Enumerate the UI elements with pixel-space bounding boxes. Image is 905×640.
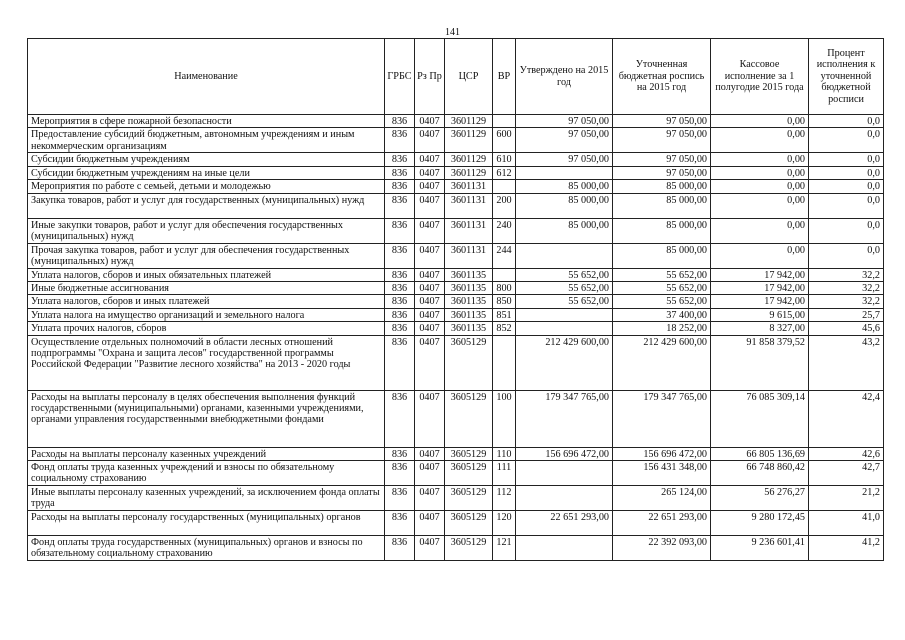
cell-grbs: 836	[385, 282, 415, 295]
cell-csr: 3605129	[445, 390, 493, 447]
cell-approved	[516, 461, 613, 486]
cell-percent: 0,0	[809, 218, 884, 243]
table-row	[28, 308, 884, 321]
table-row	[28, 282, 884, 295]
cell-name: Прочая закупка товаров, работ и услуг для обеспечения государственных (муниципальных) нужд	[28, 243, 385, 268]
table-row	[28, 461, 884, 486]
cell-cash: 17 942,00	[711, 282, 809, 295]
cell-refined: 37 400,00	[613, 308, 711, 321]
cell-grbs: 836	[385, 322, 415, 335]
cell-name: Мероприятия по работе с семьей, детьми и молодежью	[28, 180, 385, 193]
cell-csr: 3605129	[445, 461, 493, 486]
cell-csr: 3605129	[445, 511, 493, 536]
cell-csr: 3601135	[445, 322, 493, 335]
cell-csr: 3601135	[445, 295, 493, 308]
cell-vr: 120	[493, 511, 516, 536]
cell-rzpr: 0407	[415, 243, 445, 268]
cell-refined: 97 050,00	[613, 115, 711, 128]
cell-rzpr: 0407	[415, 308, 445, 321]
cell-rzpr: 0407	[415, 166, 445, 179]
table-row	[28, 218, 884, 243]
table-header-row	[28, 39, 884, 115]
cell-csr: 3601135	[445, 282, 493, 295]
cell-vr: 240	[493, 218, 516, 243]
cell-refined: 179 347 765,00	[613, 390, 711, 447]
cell-grbs: 836	[385, 390, 415, 447]
header-csr: ЦСР	[445, 39, 493, 115]
header-grbs: ГРБС	[385, 39, 415, 115]
cell-rzpr: 0407	[415, 322, 445, 335]
cell-vr	[493, 335, 516, 390]
cell-cash: 76 085 309,14	[711, 390, 809, 447]
table-row	[28, 536, 884, 561]
cell-vr: 852	[493, 322, 516, 335]
cell-approved: 85 000,00	[516, 193, 613, 218]
cell-approved	[516, 322, 613, 335]
cell-grbs: 836	[385, 268, 415, 281]
cell-grbs: 836	[385, 128, 415, 153]
cell-rzpr: 0407	[415, 180, 445, 193]
cell-csr: 3601131	[445, 180, 493, 193]
cell-rzpr: 0407	[415, 153, 445, 166]
cell-name: Расходы на выплаты персоналу государственных (муниципальных) органов	[28, 511, 385, 536]
cell-name: Уплата налогов, сборов и иных платежей	[28, 295, 385, 308]
cell-grbs: 836	[385, 335, 415, 390]
cell-approved: 97 050,00	[516, 115, 613, 128]
cell-refined: 85 000,00	[613, 193, 711, 218]
cell-cash: 56 276,27	[711, 486, 809, 511]
cell-name: Расходы на выплаты персоналу казенных учреждений	[28, 447, 385, 460]
cell-refined: 85 000,00	[613, 243, 711, 268]
table-row	[28, 243, 884, 268]
cell-approved	[516, 486, 613, 511]
cell-name: Фонд оплаты труда государственных (муниципальных) органов и взносы по обязательному социальному страхованию	[28, 536, 385, 561]
table-row	[28, 268, 884, 281]
cell-percent: 41,2	[809, 536, 884, 561]
cell-rzpr: 0407	[415, 536, 445, 561]
cell-percent: 42,6	[809, 447, 884, 460]
cell-refined: 55 652,00	[613, 295, 711, 308]
cell-csr: 3605129	[445, 536, 493, 561]
table-row	[28, 511, 884, 536]
cell-vr: 610	[493, 153, 516, 166]
cell-refined: 85 000,00	[613, 180, 711, 193]
cell-cash: 0,00	[711, 166, 809, 179]
budget-execution-table	[27, 38, 884, 561]
cell-grbs: 836	[385, 218, 415, 243]
cell-name: Уплата налога на имущество организаций и земельного налога	[28, 308, 385, 321]
cell-rzpr: 0407	[415, 486, 445, 511]
cell-csr: 3605129	[445, 486, 493, 511]
cell-name: Расходы на выплаты персоналу в целях обеспечения выполнения функций государственными (муниципальными) органами, казенными учреждениями, органами управления государственными внебюджетными фондами	[28, 390, 385, 447]
cell-cash: 9 280 172,45	[711, 511, 809, 536]
cell-vr: 110	[493, 447, 516, 460]
cell-name: Иные закупки товаров, работ и услуг для обеспечения государственных (муниципальных) нужд	[28, 218, 385, 243]
cell-percent: 42,4	[809, 390, 884, 447]
cell-vr	[493, 115, 516, 128]
cell-vr	[493, 180, 516, 193]
cell-grbs: 836	[385, 447, 415, 460]
cell-name: Иные бюджетные ассигнования	[28, 282, 385, 295]
header-refined: Уточненная бюджетная роспись на 2015 год	[613, 39, 711, 115]
cell-cash: 0,00	[711, 128, 809, 153]
table-row	[28, 180, 884, 193]
header-percent: Процент исполнения к уточненной бюджетной росписи	[809, 39, 884, 115]
cell-rzpr: 0407	[415, 511, 445, 536]
cell-approved: 179 347 765,00	[516, 390, 613, 447]
table-row	[28, 166, 884, 179]
cell-approved	[516, 308, 613, 321]
cell-vr: 612	[493, 166, 516, 179]
header-cash: Кассовое исполнение за 1 полугодие 2015 года	[711, 39, 809, 115]
cell-csr: 3601135	[445, 268, 493, 281]
cell-refined: 22 392 093,00	[613, 536, 711, 561]
cell-vr: 200	[493, 193, 516, 218]
cell-grbs: 836	[385, 461, 415, 486]
cell-approved: 55 652,00	[516, 268, 613, 281]
cell-csr: 3601129	[445, 153, 493, 166]
cell-percent: 45,6	[809, 322, 884, 335]
cell-cash: 91 858 379,52	[711, 335, 809, 390]
cell-rzpr: 0407	[415, 390, 445, 447]
cell-cash: 66 805 136,69	[711, 447, 809, 460]
cell-grbs: 836	[385, 180, 415, 193]
cell-csr: 3601131	[445, 193, 493, 218]
cell-cash: 66 748 860,42	[711, 461, 809, 486]
cell-cash: 0,00	[711, 193, 809, 218]
cell-name: Закупка товаров, работ и услуг для государственных (муниципальных) нужд	[28, 193, 385, 218]
cell-rzpr: 0407	[415, 447, 445, 460]
cell-cash: 0,00	[711, 218, 809, 243]
cell-name: Уплата налогов, сборов и иных обязательных платежей	[28, 268, 385, 281]
cell-csr: 3601129	[445, 128, 493, 153]
cell-refined: 97 050,00	[613, 153, 711, 166]
cell-refined: 265 124,00	[613, 486, 711, 511]
cell-grbs: 836	[385, 486, 415, 511]
cell-approved: 55 652,00	[516, 295, 613, 308]
cell-percent: 0,0	[809, 193, 884, 218]
cell-percent: 43,2	[809, 335, 884, 390]
cell-cash: 9 615,00	[711, 308, 809, 321]
cell-name: Уплата прочих налогов, сборов	[28, 322, 385, 335]
cell-grbs: 836	[385, 243, 415, 268]
cell-rzpr: 0407	[415, 268, 445, 281]
header-vr: ВР	[493, 39, 516, 115]
cell-rzpr: 0407	[415, 128, 445, 153]
cell-csr: 3601129	[445, 166, 493, 179]
cell-name: Субсидии бюджетным учреждениям на иные цели	[28, 166, 385, 179]
cell-percent: 0,0	[809, 115, 884, 128]
cell-percent: 32,2	[809, 282, 884, 295]
cell-percent: 25,7	[809, 308, 884, 321]
table-row	[28, 322, 884, 335]
cell-name: Мероприятия в сфере пожарной безопасности	[28, 115, 385, 128]
cell-vr: 100	[493, 390, 516, 447]
cell-refined: 97 050,00	[613, 166, 711, 179]
header-approved: Утверждено на 2015 год	[516, 39, 613, 115]
cell-csr: 3605129	[445, 335, 493, 390]
cell-percent: 0,0	[809, 180, 884, 193]
cell-rzpr: 0407	[415, 282, 445, 295]
cell-percent: 42,7	[809, 461, 884, 486]
cell-approved	[516, 166, 613, 179]
cell-rzpr: 0407	[415, 193, 445, 218]
cell-cash: 0,00	[711, 243, 809, 268]
cell-refined: 97 050,00	[613, 128, 711, 153]
cell-vr	[493, 268, 516, 281]
cell-percent: 0,0	[809, 166, 884, 179]
cell-approved: 97 050,00	[516, 128, 613, 153]
cell-refined: 212 429 600,00	[613, 335, 711, 390]
cell-approved: 55 652,00	[516, 282, 613, 295]
cell-grbs: 836	[385, 511, 415, 536]
table-row	[28, 390, 884, 447]
header-rzpr: Рз Пр	[415, 39, 445, 115]
cell-grbs: 836	[385, 536, 415, 561]
cell-csr: 3601135	[445, 308, 493, 321]
cell-grbs: 836	[385, 166, 415, 179]
cell-cash: 17 942,00	[711, 295, 809, 308]
cell-refined: 85 000,00	[613, 218, 711, 243]
table-row	[28, 447, 884, 460]
cell-approved: 212 429 600,00	[516, 335, 613, 390]
table-row	[28, 335, 884, 390]
cell-rzpr: 0407	[415, 335, 445, 390]
cell-cash: 0,00	[711, 180, 809, 193]
cell-csr: 3601129	[445, 115, 493, 128]
cell-rzpr: 0407	[415, 295, 445, 308]
header-name: Наименование	[28, 39, 385, 115]
cell-cash: 8 327,00	[711, 322, 809, 335]
cell-approved: 85 000,00	[516, 218, 613, 243]
cell-vr: 244	[493, 243, 516, 268]
cell-percent: 0,0	[809, 153, 884, 166]
cell-cash: 0,00	[711, 115, 809, 128]
cell-vr: 111	[493, 461, 516, 486]
cell-name: Осуществление отдельных полномочий в области лесных отношений подпрограммы "Охрана и защита лесов" государственной программы Российской Федерации "Развитие лесного хозяйства" на 2013 - 2020 годы	[28, 335, 385, 390]
cell-refined: 156 431 348,00	[613, 461, 711, 486]
table-row	[28, 295, 884, 308]
cell-vr: 851	[493, 308, 516, 321]
cell-refined: 156 696 472,00	[613, 447, 711, 460]
cell-rzpr: 0407	[415, 218, 445, 243]
cell-cash: 17 942,00	[711, 268, 809, 281]
cell-percent: 0,0	[809, 128, 884, 153]
cell-grbs: 836	[385, 308, 415, 321]
cell-name: Фонд оплаты труда казенных учреждений и взносы по обязательному социальному страхованию	[28, 461, 385, 486]
table-row	[28, 486, 884, 511]
cell-vr: 800	[493, 282, 516, 295]
table-row	[28, 193, 884, 218]
cell-cash: 9 236 601,41	[711, 536, 809, 561]
cell-percent: 21,2	[809, 486, 884, 511]
cell-grbs: 836	[385, 193, 415, 218]
cell-approved: 85 000,00	[516, 180, 613, 193]
table-row	[28, 153, 884, 166]
cell-percent: 0,0	[809, 243, 884, 268]
cell-approved: 97 050,00	[516, 153, 613, 166]
cell-vr: 600	[493, 128, 516, 153]
table-row	[28, 115, 884, 128]
cell-vr: 112	[493, 486, 516, 511]
cell-name: Предоставление субсидий бюджетным, автономным учреждениям и иным некоммерческим организациям	[28, 128, 385, 153]
cell-refined: 18 252,00	[613, 322, 711, 335]
cell-csr: 3605129	[445, 447, 493, 460]
cell-csr: 3601131	[445, 243, 493, 268]
cell-rzpr: 0407	[415, 461, 445, 486]
page-number: 141	[445, 27, 460, 38]
cell-name: Иные выплаты персоналу казенных учреждений, за исключением фонда оплаты труда	[28, 486, 385, 511]
cell-vr: 121	[493, 536, 516, 561]
cell-rzpr: 0407	[415, 115, 445, 128]
table-row	[28, 128, 884, 153]
cell-name: Субсидии бюджетным учреждениям	[28, 153, 385, 166]
cell-vr: 850	[493, 295, 516, 308]
cell-grbs: 836	[385, 115, 415, 128]
cell-grbs: 836	[385, 295, 415, 308]
cell-csr: 3601131	[445, 218, 493, 243]
cell-approved: 156 696 472,00	[516, 447, 613, 460]
cell-refined: 55 652,00	[613, 282, 711, 295]
cell-refined: 55 652,00	[613, 268, 711, 281]
cell-percent: 32,2	[809, 268, 884, 281]
cell-percent: 32,2	[809, 295, 884, 308]
cell-approved	[516, 243, 613, 268]
cell-approved	[516, 536, 613, 561]
cell-grbs: 836	[385, 153, 415, 166]
cell-cash: 0,00	[711, 153, 809, 166]
cell-refined: 22 651 293,00	[613, 511, 711, 536]
cell-percent: 41,0	[809, 511, 884, 536]
cell-approved: 22 651 293,00	[516, 511, 613, 536]
